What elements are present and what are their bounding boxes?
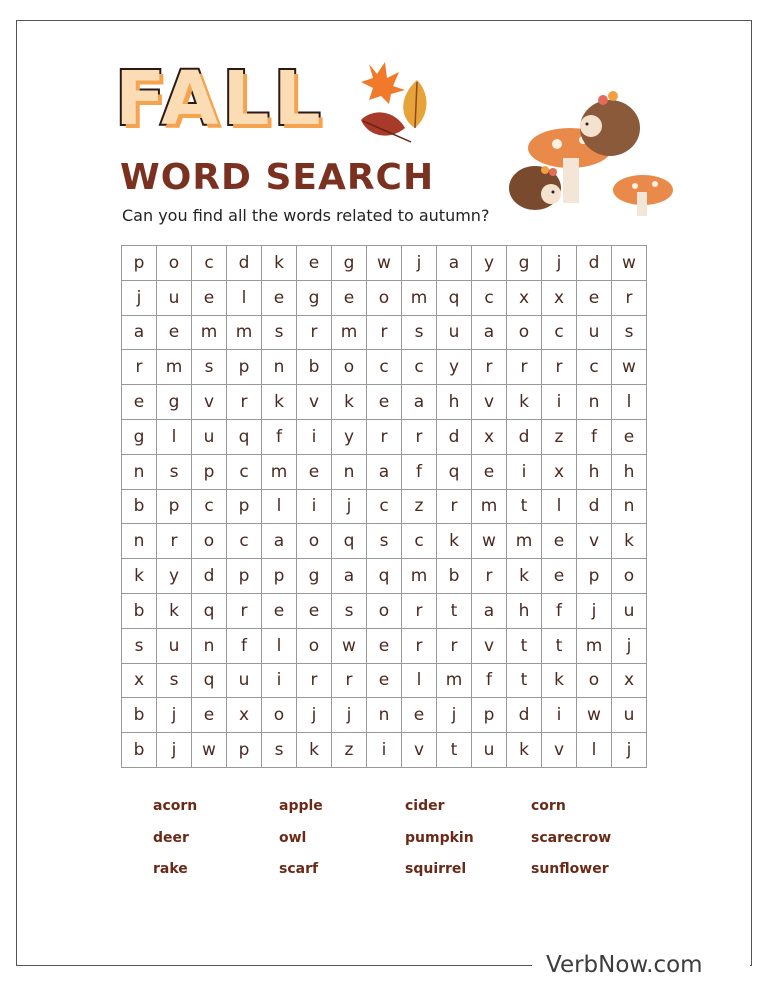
grid-cell: c	[367, 350, 402, 385]
subtitle: Can you find all the words related to autumn?	[122, 206, 490, 225]
grid-cell: a	[262, 524, 297, 559]
grid-cell: o	[367, 281, 402, 316]
grid-cell: f	[472, 664, 507, 699]
grid-cell: s	[262, 316, 297, 351]
grid-cell: e	[367, 629, 402, 664]
word-list-item: apple	[279, 798, 323, 814]
grid-cell: g	[507, 246, 542, 281]
grid-cell: k	[507, 559, 542, 594]
grid-cell: m	[402, 281, 437, 316]
grid-cell: d	[507, 420, 542, 455]
grid-cell: p	[227, 490, 262, 525]
grid-cell: b	[122, 698, 157, 733]
grid-cell: h	[437, 385, 472, 420]
grid-cell: b	[297, 350, 332, 385]
grid-cell: w	[612, 350, 647, 385]
grid-cell: e	[367, 385, 402, 420]
grid-cell: j	[402, 246, 437, 281]
grid-cell: r	[367, 316, 402, 351]
grid-cell: x	[542, 281, 577, 316]
grid-cell: i	[507, 455, 542, 490]
grid-cell: c	[402, 524, 437, 559]
grid-cell: c	[402, 350, 437, 385]
word-list-item: cider	[405, 798, 445, 814]
grid-cell: e	[542, 524, 577, 559]
grid-cell: e	[472, 455, 507, 490]
grid-cell: e	[262, 594, 297, 629]
grid-cell: g	[157, 385, 192, 420]
grid-cell: q	[192, 664, 227, 699]
grid-cell: a	[367, 455, 402, 490]
grid-cell: r	[227, 385, 262, 420]
grid-cell: u	[612, 698, 647, 733]
grid-cell: g	[332, 246, 367, 281]
grid-cell: k	[437, 524, 472, 559]
grid-cell: d	[437, 420, 472, 455]
grid-cell: r	[227, 594, 262, 629]
grid-cell: n	[332, 455, 367, 490]
grid-cell: n	[577, 385, 612, 420]
footer-brand: VerbNow.com	[546, 952, 703, 978]
grid-cell: k	[262, 246, 297, 281]
grid-cell: u	[192, 420, 227, 455]
grid-cell: x	[227, 698, 262, 733]
grid-cell: f	[542, 594, 577, 629]
grid-cell: f	[262, 420, 297, 455]
grid-cell: a	[437, 246, 472, 281]
grid-cell: k	[542, 664, 577, 699]
grid-cell: b	[122, 733, 157, 768]
grid-cell: x	[542, 455, 577, 490]
grid-cell: l	[227, 281, 262, 316]
grid-cell: j	[297, 698, 332, 733]
grid-cell: s	[332, 594, 367, 629]
grid-cell: u	[157, 281, 192, 316]
grid-cell: r	[332, 664, 367, 699]
grid-cell: o	[192, 524, 227, 559]
grid-cell: w	[612, 246, 647, 281]
grid-cell: k	[122, 559, 157, 594]
grid-cell: j	[612, 629, 647, 664]
grid-cell: a	[472, 316, 507, 351]
grid-cell: q	[192, 594, 227, 629]
word-list-item: deer	[153, 829, 189, 846]
grid-cell: g	[297, 281, 332, 316]
grid-cell: t	[542, 629, 577, 664]
grid-cell: l	[577, 733, 612, 768]
grid-cell: s	[122, 629, 157, 664]
grid-cell: j	[157, 698, 192, 733]
grid-cell: z	[402, 490, 437, 525]
word-list	[153, 798, 633, 893]
grid-cell: o	[297, 524, 332, 559]
autumn-leaves-icon	[355, 58, 433, 150]
grid-cell: o	[297, 629, 332, 664]
grid-cell: s	[157, 664, 192, 699]
grid-cell: w	[472, 524, 507, 559]
grid-cell: r	[612, 281, 647, 316]
grid-cell: a	[402, 385, 437, 420]
grid-cell: k	[262, 385, 297, 420]
grid-cell: m	[192, 316, 227, 351]
word-list-item: pumpkin	[405, 829, 474, 846]
grid-cell: c	[577, 350, 612, 385]
grid-cell: r	[402, 420, 437, 455]
grid-cell: r	[542, 350, 577, 385]
grid-cell: f	[227, 629, 262, 664]
grid-cell: p	[577, 559, 612, 594]
grid-cell: d	[192, 559, 227, 594]
grid-cell: x	[472, 420, 507, 455]
grid-cell: k	[612, 524, 647, 559]
grid-cell: j	[437, 698, 472, 733]
grid-cell: i	[297, 420, 332, 455]
grid-cell: a	[332, 559, 367, 594]
grid-cell: i	[262, 664, 297, 699]
grid-cell: w	[367, 246, 402, 281]
grid-cell: d	[227, 246, 262, 281]
grid-cell: x	[122, 664, 157, 699]
grid-cell: a	[122, 316, 157, 351]
grid-cell: p	[227, 559, 262, 594]
grid-cell: r	[437, 629, 472, 664]
grid-cell: h	[507, 594, 542, 629]
grid-cell: u	[577, 316, 612, 351]
grid-cell: u	[437, 316, 472, 351]
grid-cell: r	[402, 594, 437, 629]
grid-cell: z	[542, 420, 577, 455]
grid-cell: r	[122, 350, 157, 385]
grid-cell: j	[577, 594, 612, 629]
grid-cell: c	[227, 524, 262, 559]
grid-cell: v	[472, 385, 507, 420]
word-list-item: rake	[153, 861, 188, 877]
grid-cell: c	[227, 455, 262, 490]
grid-cell: y	[437, 350, 472, 385]
grid-cell: s	[402, 316, 437, 351]
grid-cell: e	[297, 455, 332, 490]
grid-cell: h	[612, 455, 647, 490]
grid-cell: i	[542, 698, 577, 733]
grid-cell: p	[262, 559, 297, 594]
grid-cell: q	[437, 455, 472, 490]
grid-cell: m	[472, 490, 507, 525]
grid-cell: u	[612, 594, 647, 629]
grid-cell: q	[332, 524, 367, 559]
grid-cell: k	[157, 594, 192, 629]
grid-cell: v	[577, 524, 612, 559]
grid-cell: b	[437, 559, 472, 594]
grid-cell: t	[507, 629, 542, 664]
grid-cell: w	[192, 733, 227, 768]
grid-cell: e	[297, 246, 332, 281]
grid-cell: w	[332, 629, 367, 664]
grid-cell: u	[157, 629, 192, 664]
grid-cell: k	[297, 733, 332, 768]
grid-cell: e	[122, 385, 157, 420]
grid-cell: t	[437, 594, 472, 629]
title-fall: FALL	[115, 56, 325, 142]
grid-cell: l	[542, 490, 577, 525]
grid-cell: x	[507, 281, 542, 316]
grid-cell: u	[227, 664, 262, 699]
grid-cell: r	[507, 350, 542, 385]
grid-cell: c	[542, 316, 577, 351]
grid-cell: n	[192, 629, 227, 664]
grid-cell: e	[262, 281, 297, 316]
grid-cell: e	[542, 559, 577, 594]
grid-cell: m	[507, 524, 542, 559]
grid-cell: v	[402, 733, 437, 768]
grid-cell: m	[577, 629, 612, 664]
word-list-item: scarf	[279, 861, 319, 877]
grid-cell: f	[402, 455, 437, 490]
grid-cell: p	[157, 490, 192, 525]
grid-cell: l	[262, 490, 297, 525]
grid-cell: i	[367, 733, 402, 768]
word-list-item: owl	[279, 829, 307, 846]
grid-cell: n	[262, 350, 297, 385]
grid-cell: j	[332, 490, 367, 525]
grid-cell: m	[402, 559, 437, 594]
grid-cell: e	[402, 698, 437, 733]
grid-cell: j	[332, 698, 367, 733]
grid-cell: l	[262, 629, 297, 664]
grid-cell: p	[122, 246, 157, 281]
grid-cell: p	[472, 698, 507, 733]
grid-cell: d	[507, 698, 542, 733]
grid-cell: i	[542, 385, 577, 420]
grid-cell: o	[612, 559, 647, 594]
grid-cell: f	[577, 420, 612, 455]
word-list-item: corn	[531, 798, 566, 814]
grid-cell: v	[542, 733, 577, 768]
grid-cell: k	[507, 385, 542, 420]
grid-cell: e	[612, 420, 647, 455]
grid-cell: o	[157, 246, 192, 281]
grid-cell: e	[192, 698, 227, 733]
grid-cell: l	[402, 664, 437, 699]
grid-cell: d	[577, 490, 612, 525]
grid-cell: s	[157, 455, 192, 490]
grid-cell: z	[332, 733, 367, 768]
word-list-item: squirrel	[405, 861, 467, 877]
grid-cell: n	[612, 490, 647, 525]
grid-cell: t	[507, 490, 542, 525]
grid-cell: e	[297, 594, 332, 629]
grid-cell: j	[122, 281, 157, 316]
grid-cell: c	[192, 490, 227, 525]
grid-cell: o	[262, 698, 297, 733]
grid-cell: b	[122, 490, 157, 525]
grid-cell: r	[402, 629, 437, 664]
hedgehog-mushroom-illustration	[495, 80, 685, 220]
word-list-item: scarecrow	[531, 829, 612, 846]
grid-cell: r	[367, 420, 402, 455]
grid-cell: l	[612, 385, 647, 420]
grid-cell: e	[157, 316, 192, 351]
grid-cell: c	[472, 281, 507, 316]
grid-cell: p	[192, 455, 227, 490]
grid-cell: b	[122, 594, 157, 629]
grid-cell: r	[297, 664, 332, 699]
letter-grid	[121, 245, 647, 768]
grid-cell: x	[612, 664, 647, 699]
grid-cell: u	[472, 733, 507, 768]
grid-cell: s	[612, 316, 647, 351]
grid-cell: c	[192, 246, 227, 281]
grid-cell: r	[472, 559, 507, 594]
grid-cell: s	[262, 733, 297, 768]
grid-cell: e	[332, 281, 367, 316]
grid-cell: m	[437, 664, 472, 699]
grid-cell: m	[157, 350, 192, 385]
grid-cell: n	[367, 698, 402, 733]
grid-cell: k	[507, 733, 542, 768]
grid-cell: r	[297, 316, 332, 351]
grid-cell: a	[472, 594, 507, 629]
grid-cell: q	[367, 559, 402, 594]
grid-cell: q	[227, 420, 262, 455]
grid-cell: o	[507, 316, 542, 351]
grid-cell: y	[472, 246, 507, 281]
grid-cell: j	[612, 733, 647, 768]
grid-cell: o	[332, 350, 367, 385]
grid-cell: t	[437, 733, 472, 768]
grid-cell: m	[227, 316, 262, 351]
word-list-item: acorn	[153, 798, 198, 814]
grid-cell: r	[157, 524, 192, 559]
grid-cell: m	[332, 316, 367, 351]
grid-cell: p	[227, 350, 262, 385]
grid-cell: j	[157, 733, 192, 768]
grid-cell: w	[577, 698, 612, 733]
word-list-item: sunflower	[531, 861, 609, 877]
grid-cell: k	[332, 385, 367, 420]
grid-cell: v	[297, 385, 332, 420]
grid-cell: e	[367, 664, 402, 699]
grid-cell: o	[367, 594, 402, 629]
grid-cell: v	[472, 629, 507, 664]
grid-cell: j	[542, 246, 577, 281]
title-word-search: WORD SEARCH	[120, 157, 435, 198]
grid-cell: l	[157, 420, 192, 455]
grid-cell: e	[192, 281, 227, 316]
grid-cell: m	[262, 455, 297, 490]
grid-cell: r	[472, 350, 507, 385]
grid-cell: n	[122, 524, 157, 559]
grid-cell: q	[437, 281, 472, 316]
grid-cell: i	[297, 490, 332, 525]
grid-cell: t	[507, 664, 542, 699]
grid-cell: p	[227, 733, 262, 768]
grid-cell: o	[577, 664, 612, 699]
grid-cell: h	[577, 455, 612, 490]
grid-cell: y	[157, 559, 192, 594]
grid-cell: v	[192, 385, 227, 420]
grid-cell: r	[437, 490, 472, 525]
grid-cell: c	[367, 490, 402, 525]
grid-cell: s	[192, 350, 227, 385]
grid-cell: s	[367, 524, 402, 559]
grid-cell: n	[122, 455, 157, 490]
grid-cell: y	[332, 420, 367, 455]
grid-cell: g	[297, 559, 332, 594]
grid-cell: d	[577, 246, 612, 281]
grid-cell: e	[577, 281, 612, 316]
grid-cell: g	[122, 420, 157, 455]
